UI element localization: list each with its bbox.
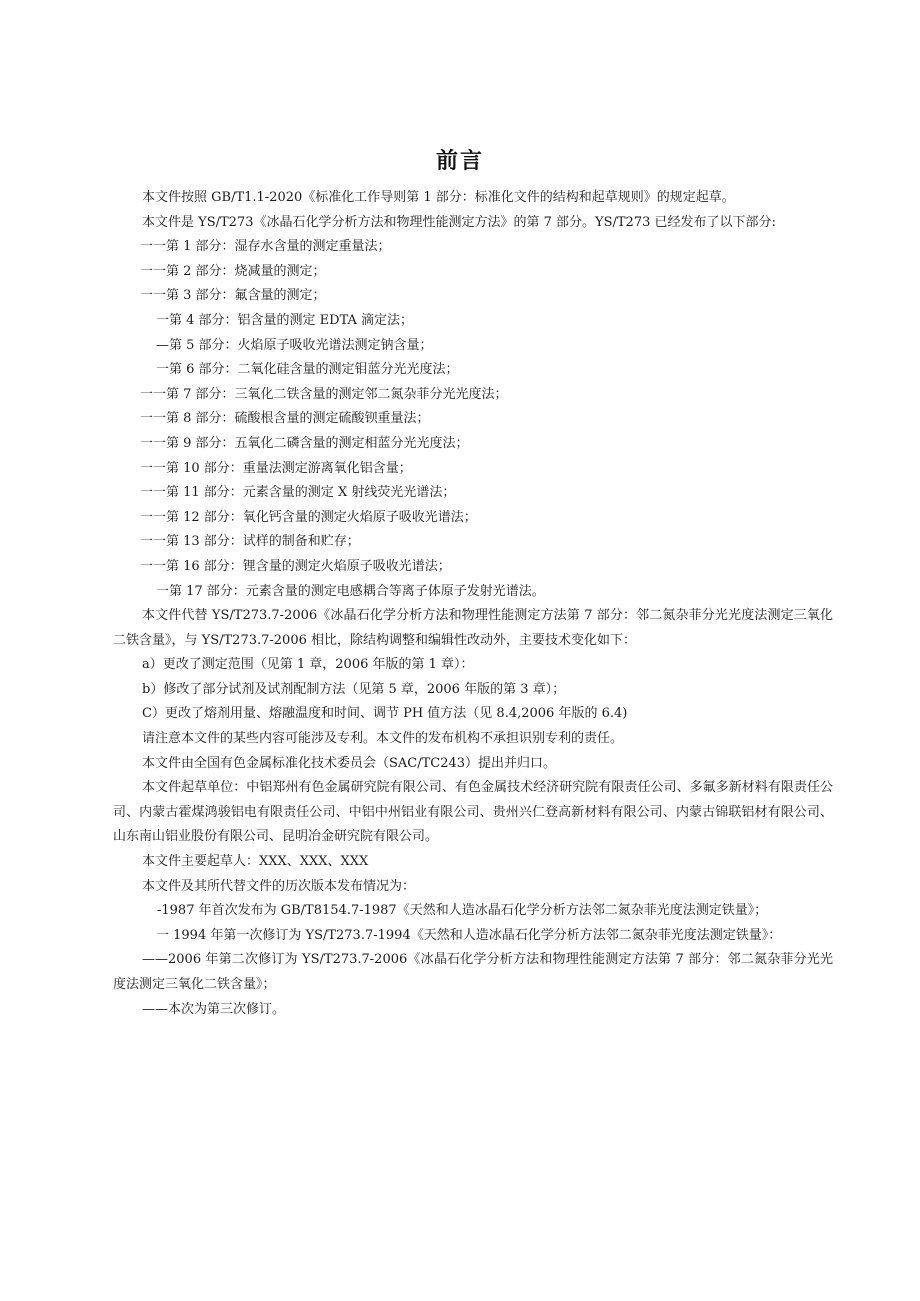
paragraph: 本文件起草单位：中铝郑州有色金属研究院有限公司、有色金属技术经济研究院有限责任公司、多氟多新材料有限责任公司、内蒙古霍煤鸿骏铝电有限责任公司、中铝中州铝业有限公司、贵州兴仁登高新材料有限公司、内蒙古锦联铝材有限公司、山东南山铝业股份有限公司、昆明冶金研究院有限公司。	[113, 780, 833, 845]
list-item: 一一第 13 部分：试样的制备和贮存；	[140, 534, 360, 550]
list-item: 一 1994 年第一次修订为 YS/T273.7-1994《天然和人造冰晶石化学分析方法邻二氮杂菲光度法测定铁量》：	[156, 927, 782, 943]
list-item: -1987 年首次发布为 GB/T8154.7-1987《天然和人造冰晶石化学分析方法邻二氮杂菲光度法测定铁量》；	[157, 903, 768, 919]
list-item: C）更改了熔剂用量、熔融温度和时间、调节 PH 值方法（见 8.4,2006 年版的 6.4)	[142, 706, 628, 722]
list-item: 一一第 16 部分：锂含量的测定火焰原子吸收光谱法；	[140, 558, 451, 574]
paragraph: 本文件及其所代替文件的历次版本发布情况为：	[142, 878, 416, 894]
foreword-body	[113, 186, 833, 1022]
list-item: 一一第 11 部分：元素含量的测定 X 射线荧光光谱法；	[140, 485, 456, 501]
list-item: 一第 17 部分：元素含量的测定电感耦合等离子体原子发射光谱法。	[156, 583, 545, 599]
paragraph: 本文件是 YS/T273《冰晶石化学分析方法和物理性能测定方法》的第 7 部分。YS/T273 已经发布了以下部分:	[142, 214, 776, 230]
paragraph: 本文件由全国有色金属标准化技术委员会（SAC/TC243）提出并归口。	[142, 755, 557, 771]
list-item: 一一第 12 部分：氧化钙含量的测定火焰原子吸收光谱法；	[140, 509, 477, 525]
page-title: 前言	[435, 149, 484, 174]
list-item: 一第 6 部分：二氧化硅含量的测定钼蓝分光光度法；	[156, 362, 459, 378]
list-item: —第 5 部分：火焰原子吸收光谱法测定钠含量；	[156, 337, 433, 353]
list-item: 一一第 2 部分：烧减量的测定；	[140, 263, 326, 279]
list-item: 一一第 3 部分：氟含量的测定；	[140, 288, 326, 304]
paragraph: 本文件代替 YS/T273.7-2006《冰晶石化学分析方法和物理性能测定方法第 7 部分：邻二氮杂菲分光光度法测定三氧化二铁含量》，与 YS/T273.7-2006 相比，除结构调整和编辑性改动外，主要技术变化如下：	[113, 608, 833, 648]
list-item: b）修改了部分试剂及试剂配制方法（见第 5 章，2006 年版的第 3 章）；	[142, 681, 566, 697]
list-item: 一一第 1 部分：湿存水含量的测定重量法；	[140, 239, 391, 255]
paragraph: 本文件主要起草人：XXX、XXX、XXX	[142, 854, 369, 870]
list-item: 一一第 7 部分：三氧化二铁含量的测定邻二氮杂菲分光光度法；	[140, 386, 508, 402]
list-item: a）更改了测定范围（见第 1 章，2006 年版的第 1 章）：	[142, 657, 474, 673]
list-item: 一一第 10 部分：重量法测定游离氧化铝含量；	[140, 460, 412, 476]
list-item: ——本次为第三次修订。	[142, 1001, 286, 1017]
list-item: 一一第 8 部分：硫酸根含量的测定硫酸钡重量法；	[140, 411, 430, 427]
paragraph: 本文件按照 GB/T1.1-2020《标准化工作导则第 1 部分：标准化文件的结构和起草规则》的规定起草。	[142, 190, 735, 205]
list-item: 一第 4 部分：铝含量的测定 EDTA 滴定法；	[156, 312, 414, 328]
paragraph: 请注意本文件的某些内容可能涉及专利。本文件的发布机构不承担识别专利的责任。	[142, 731, 624, 747]
list-item: 一一第 9 部分：五氧化二磷含量的测定相蓝分光光度法；	[140, 435, 469, 451]
list-item: ——2006 年第二次修订为 YS/T273.7-2006《冰晶石化学分析方法和物理性能测定方法第 7 部分：邻二氮杂菲分光光度法测定三氧化二铁含量》；	[113, 952, 833, 992]
